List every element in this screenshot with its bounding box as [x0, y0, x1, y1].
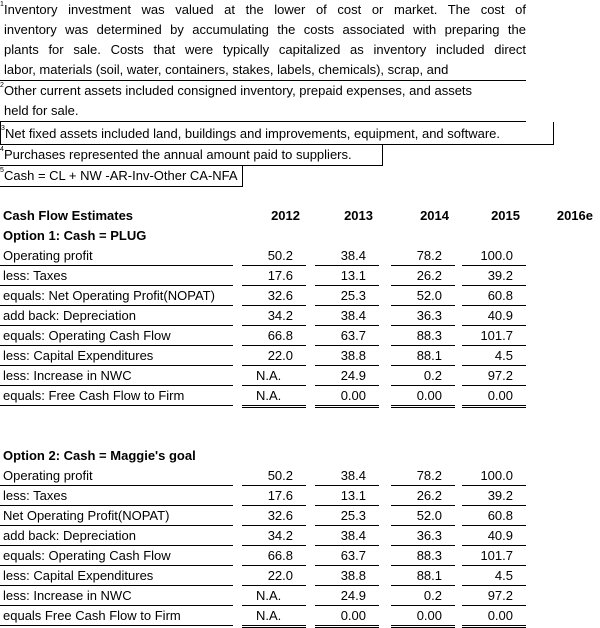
value-cell: 36.3 — [391, 526, 455, 546]
value-cell: 78.2 — [391, 246, 455, 266]
row-label: less: Increase in NWC — [3, 368, 132, 383]
year-header: 2016e — [556, 208, 593, 223]
value-cell: 78.2 — [391, 466, 455, 486]
row-label: less: Increase in NWC — [3, 588, 132, 603]
row-label: Operating profit — [3, 248, 93, 263]
value-cell: 22.0 — [242, 346, 306, 366]
value-cell: N.A. — [242, 586, 306, 606]
footnotes — [0, 0, 526, 187]
value-cell: 0.00 — [391, 386, 455, 408]
value-cell: 26.2 — [391, 266, 455, 286]
footnote-4 — [0, 145, 383, 166]
table-row — [0, 366, 600, 386]
footnote-2-line: held for sale. — [4, 103, 79, 118]
row-label: equals: Operating Cash Flow — [3, 328, 171, 343]
option-2-title: Option 2: Cash = Maggie's goal — [3, 448, 196, 463]
value-cell: 60.8 — [462, 286, 526, 306]
value-cell: 88.1 — [391, 566, 455, 586]
value-cell: 63.7 — [315, 326, 379, 346]
value-cell: 97.2 — [462, 366, 526, 386]
footnote-2-line: Other current assets included consigned inventory, prepaid expenses, and assets — [4, 83, 473, 98]
footnote-4-marker: 4 — [0, 146, 4, 153]
footnote-3-text: Net fixed assets included land, buildings and improvements, equipment, and software. — [5, 126, 501, 141]
value-cell: 13.1 — [315, 266, 379, 286]
value-cell: 101.7 — [462, 546, 526, 566]
value-cell: 0.00 — [391, 606, 455, 628]
value-cell: 38.4 — [315, 246, 379, 266]
row-label: add back: Depreciation — [3, 528, 136, 543]
value-cell: 100.0 — [462, 246, 526, 266]
row-label: Net Operating Profit(NOPAT) — [3, 508, 170, 523]
value-cell: 0.2 — [391, 366, 455, 386]
year-header: 2014 — [420, 208, 449, 223]
table-row — [0, 526, 600, 546]
table-row — [0, 266, 600, 286]
value-cell: 52.0 — [391, 286, 455, 306]
footnote-4-text: Purchases represented the annual amount paid to suppliers. — [4, 147, 352, 162]
value-cell: 60.8 — [462, 506, 526, 526]
value-cell: 32.6 — [242, 506, 306, 526]
value-cell: 52.0 — [391, 506, 455, 526]
value-cell: 0.00 — [462, 386, 526, 408]
table-title: Cash Flow Estimates — [3, 208, 134, 223]
value-cell: 25.3 — [315, 286, 379, 306]
value-cell: 22.0 — [242, 566, 306, 586]
value-cell: 25.3 — [315, 506, 379, 526]
value-cell: 26.2 — [391, 486, 455, 506]
table-row — [0, 326, 600, 346]
value-cell: 40.9 — [462, 526, 526, 546]
value-cell: 24.9 — [315, 586, 379, 606]
value-cell: 32.6 — [242, 286, 306, 306]
footnote-1-line: labor, materials (soil, water, containers, stakes, labels, chemicals), scrap, and — [4, 62, 449, 77]
footnote-2-marker: 2 — [0, 82, 4, 89]
value-cell: 0.00 — [315, 386, 379, 408]
value-cell: 38.8 — [315, 346, 379, 366]
row-label: less: Taxes — [3, 488, 68, 503]
value-cell: 17.6 — [242, 266, 306, 286]
row-divider — [0, 625, 233, 626]
table-row — [0, 346, 600, 366]
option-2-rows — [0, 466, 600, 626]
row-label: equals Free Cash Flow to Firm — [3, 608, 181, 623]
value-cell: N.A. — [242, 606, 306, 628]
footnote-2 — [0, 81, 526, 122]
footnote-1-marker: 1 — [0, 1, 4, 8]
spacer-row — [0, 406, 600, 426]
table-row — [0, 306, 600, 326]
footnote-3 — [0, 122, 554, 145]
value-cell: 66.8 — [242, 326, 306, 346]
option-2-title-row — [0, 446, 600, 466]
footnote-1-line: Inventory investment was valued at the lower of cost or market. The cost of — [4, 2, 526, 17]
value-cell: 13.1 — [315, 486, 379, 506]
table-row — [0, 386, 600, 406]
footnote-1-line: plants for sale. Costs that were typically capitalized as inventory included direct — [4, 42, 526, 57]
table-row — [0, 566, 600, 586]
row-label: add back: Depreciation — [3, 308, 136, 323]
table-row — [0, 586, 600, 606]
value-cell: 0.00 — [315, 606, 379, 628]
footnote-1-line: inventory was determined by accumulating the costs associated with preparing the — [4, 22, 526, 37]
footnote-5-text: Cash = CL + NW -AR-Inv-Other CA-NFA — [4, 168, 238, 183]
value-cell: 88.3 — [391, 326, 455, 346]
year-header: 2012 — [271, 208, 300, 223]
row-label: equals: Operating Cash Flow — [3, 548, 171, 563]
value-cell: 38.8 — [315, 566, 379, 586]
value-cell: 40.9 — [462, 306, 526, 326]
table-row — [0, 466, 600, 486]
footnote-3-marker: 3 — [1, 125, 5, 132]
table-row — [0, 506, 600, 526]
value-cell: 100.0 — [462, 466, 526, 486]
value-cell: 66.8 — [242, 546, 306, 566]
table-row — [0, 486, 600, 506]
value-cell: 39.2 — [462, 486, 526, 506]
option-1-title: Option 1: Cash = PLUG — [3, 228, 147, 243]
value-cell: 50.2 — [242, 466, 306, 486]
year-header: 2013 — [344, 208, 373, 223]
value-cell: 88.3 — [391, 546, 455, 566]
option-1-rows — [0, 246, 600, 406]
year-header: 2015 — [491, 208, 520, 223]
value-cell: 38.4 — [315, 526, 379, 546]
value-cell: N.A. — [242, 386, 306, 408]
table-row — [0, 246, 600, 266]
footnote-5 — [0, 166, 243, 187]
option-1-title-row — [0, 226, 600, 246]
value-cell: 0.00 — [462, 606, 526, 628]
value-cell: 63.7 — [315, 546, 379, 566]
value-cell: 17.6 — [242, 486, 306, 506]
value-cell: 34.2 — [242, 526, 306, 546]
value-cell: 97.2 — [462, 586, 526, 606]
value-cell: 88.1 — [391, 346, 455, 366]
row-label: equals: Free Cash Flow to Firm — [3, 388, 185, 403]
spacer-row — [0, 426, 600, 446]
value-cell: N.A. — [242, 366, 306, 386]
table-row — [0, 606, 600, 626]
value-cell: 4.5 — [462, 346, 526, 366]
value-cell: 34.2 — [242, 306, 306, 326]
footnote-5-marker: 5 — [0, 167, 4, 174]
table-header-row — [0, 206, 600, 226]
row-label: less: Capital Expenditures — [3, 348, 154, 363]
value-cell: 101.7 — [462, 326, 526, 346]
value-cell: 38.4 — [315, 466, 379, 486]
value-cell: 39.2 — [462, 266, 526, 286]
row-label: equals: Net Operating Profit(NOPAT) — [3, 288, 215, 303]
value-cell: 38.4 — [315, 306, 379, 326]
value-cell: 36.3 — [391, 306, 455, 326]
value-cell: 0.2 — [391, 586, 455, 606]
value-cell: 50.2 — [242, 246, 306, 266]
table-row — [0, 286, 600, 306]
cash-flow-table — [0, 206, 600, 626]
row-label: less: Capital Expenditures — [3, 568, 154, 583]
footnote-1 — [0, 0, 526, 81]
row-label: Operating profit — [3, 468, 93, 483]
value-cell: 4.5 — [462, 566, 526, 586]
table-row — [0, 546, 600, 566]
value-cell: 24.9 — [315, 366, 379, 386]
row-label: less: Taxes — [3, 268, 68, 283]
